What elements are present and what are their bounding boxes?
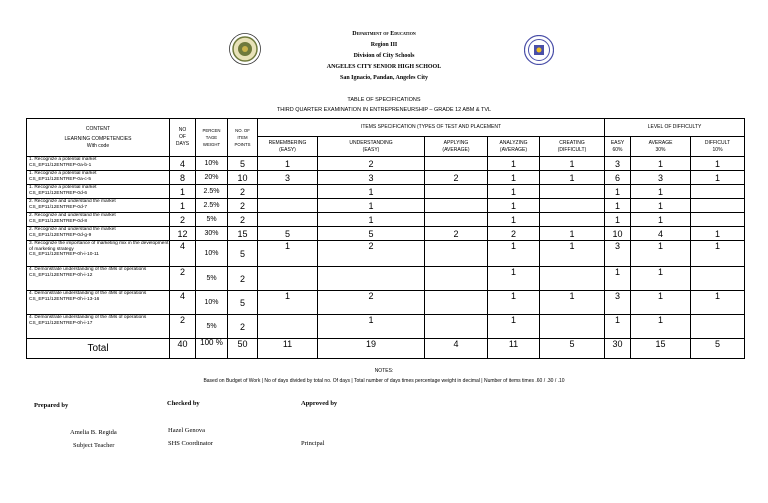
notes-title: NOTES: — [374, 368, 394, 374]
col-analyzing: ANALYZING (AVERAGE) — [488, 137, 540, 157]
table-row: 1. Recognize a potential market CS_EP11/12ENTREP-0a-b-1 4 10% 5 1 2 1 1 3 1 1 — [27, 157, 745, 171]
prepared-by-label: Prepared by — [34, 402, 69, 409]
items-spec-header: ITEMS SPECIFICATION (TYPES OF TEST AND PLACEMENT — [258, 119, 605, 137]
col-applying: APPLYING (AVERAGE) — [425, 137, 488, 157]
table-row: 1. Recognize a potential market CS_EP11/12ENTREP-0d-6 1 2.5% 2 1 1 1 1 — [27, 185, 745, 199]
preparer-name: Amelia B. Regida — [70, 429, 117, 436]
col-average: AVERAGE 30% — [631, 137, 691, 157]
col-creating: CREATING (DIFFICULT) — [540, 137, 605, 157]
difficulty-header: LEVEL OF DIFFICULTY — [605, 119, 745, 137]
points-header: NO. OF ITEM POINTS — [228, 119, 258, 157]
checker-title: SHS Coordinator — [168, 440, 213, 447]
table-row: 2. Recognize and understand the market CS_EP11/12ENTREP-0d-g-9 12 30% 15 5 5 2 2 1 10 4 1 — [27, 227, 745, 241]
spec-table — [26, 118, 745, 359]
table-row: 2. Recognize and understand the market CS_EP11/12ENTREP-0d-8 2 5% 2 1 1 1 1 — [27, 213, 745, 227]
doc-title: TABLE OF SPECIFICATIONS — [347, 97, 421, 103]
col-easy: EASY 60% — [605, 137, 631, 157]
dept-name: Department of Education — [352, 31, 416, 37]
checker-name: Hazel Genova — [168, 427, 205, 434]
table-row: 4. Demonstrate understanding of the 4Ms of operations CS_EP11/12ENTREP-0h-i-17 2 5% 2 1 1 1 1 — [27, 315, 745, 339]
total-row: Total 40 100 % 50 11 19 4 11 5 30 15 5 — [27, 339, 745, 359]
division: Division of City Schools — [353, 53, 415, 59]
checked-by-label: Checked by — [167, 400, 200, 407]
table-row: 1. Recognize a potential market CS_EP11/12ENTREP-0a-c-5 8 20% 10 3 3 2 1 1 6 3 1 — [27, 171, 745, 185]
table-row: 4. Demonstrate understanding of the 4Ms of operations CS_EP11/12ENTREP-0h-i-13-16 4 10% 5 1 2 1 1 3 1 1 — [27, 291, 745, 315]
weight-header: PERCEN TAGE WEIGHT — [196, 119, 228, 157]
table-row: 3. Recognize the importance of marketing mix in the development of marketing strategy CS_EP11/12ENTREP-0h-i-10-11 4 10% 5 1 2 1 1 3 1 1 — [27, 241, 745, 267]
school-address: San Ignacio, Pandan, Angeles City — [339, 75, 429, 81]
table-row: 2. Recognize and understand the market CS_EP11/12ENTREP-0d-7 1 2.5% 2 1 1 1 1 — [27, 199, 745, 213]
days-header: NO OF DAYS — [170, 119, 196, 157]
region: Region III — [370, 42, 398, 48]
notes-text: Based on Budget of Work | No of days divided by total no. Of days | Total number of days times percentage weight in decimal | Number of items times .60 / .30 / .10 — [203, 378, 565, 384]
total-label: Total — [27, 339, 170, 359]
col-difficult: DIFFICULT 10% — [691, 137, 745, 157]
content-header: CONTENT LEARNING COMPETENCIES With code — [27, 119, 170, 157]
col-remembering: REMEMBERING (EASY) — [258, 137, 318, 157]
exam-title: THIRD QUARTER EXAMINATION IN ENTREPRENEURSHIP – GRADE 12 ABM & TVL — [276, 107, 492, 113]
preparer-title: Subject Teacher — [73, 442, 115, 449]
approver-title: Principal — [301, 440, 325, 447]
approved-by-label: Approved by — [301, 400, 338, 407]
school-name: ANGELES CITY SENIOR HIGH SCHOOL — [326, 64, 442, 70]
table-row: 4. Demonstrate understanding of the 4Ms of operations CS_EP11/12ENTREP-0h-i-12 2 5% 2 1 1 1 — [27, 267, 745, 291]
col-understanding: UNDERSTANDING (EASY) — [318, 137, 425, 157]
